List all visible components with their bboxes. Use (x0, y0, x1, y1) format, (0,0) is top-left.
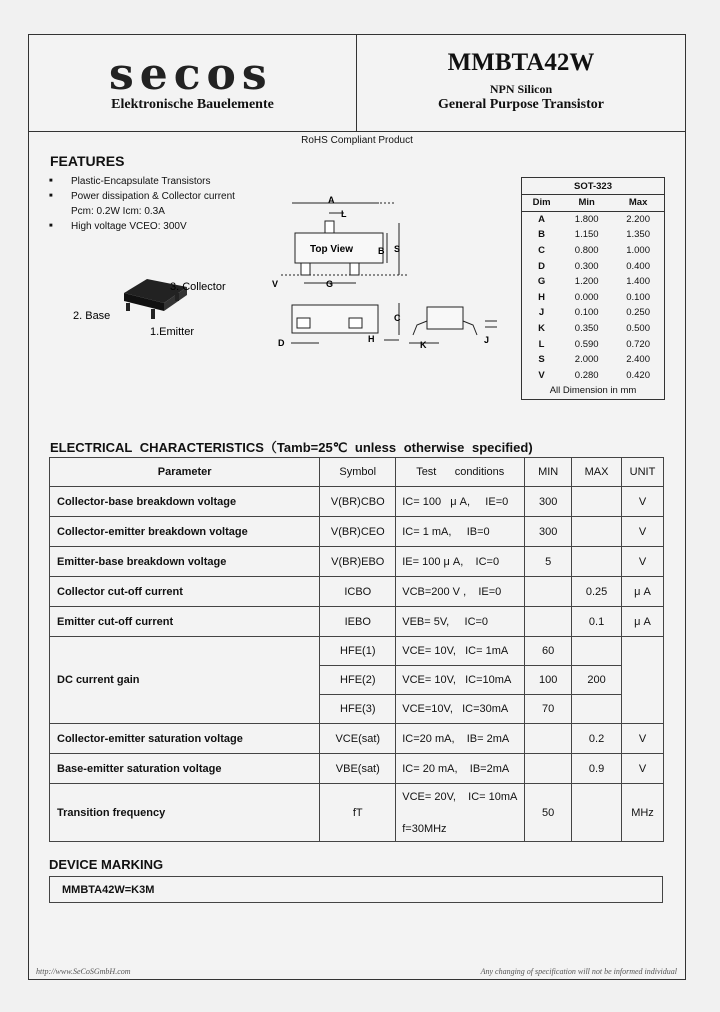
test-cell: VEB= 5V, IC=0 (396, 607, 525, 637)
dim-cell: L (538, 338, 545, 350)
param-cell: Collector-emitter breakdown voltage (50, 517, 320, 547)
min-cell: 300 (525, 487, 572, 517)
symbol-cell: VBE(sat) (320, 754, 396, 784)
min-cell: 70 (525, 695, 572, 724)
dim-cell: 0.280 (574, 369, 599, 381)
dim-cell: 1.000 (626, 245, 650, 257)
unit-cell (622, 637, 664, 724)
dim-header: Dim (522, 195, 562, 212)
dim-cell: J (538, 307, 545, 319)
param-cell: Base-emitter saturation voltage (50, 754, 320, 784)
unit-cell: V (622, 754, 664, 784)
param-cell: Collector cut-off current (50, 577, 320, 607)
dim-cell: A (538, 213, 545, 225)
dim-cell: 0.000 (574, 291, 599, 303)
symbol-cell: ICBO (320, 577, 396, 607)
table-row (50, 724, 664, 754)
table-row (50, 784, 664, 842)
table-row (50, 607, 664, 637)
dim-cell: 0.350 (574, 323, 599, 335)
dim-cell: H (538, 291, 545, 303)
header-unit: UNIT (622, 458, 664, 487)
min-cell: 5 (525, 547, 572, 577)
max-cell: 0.9 (572, 754, 622, 784)
device-marking-title: DEVICE MARKING (49, 857, 164, 872)
dim-label-G: G (326, 279, 334, 289)
dim-label-L: L (341, 209, 347, 219)
test-cell: VCE=10V, IC=30mA (396, 695, 525, 724)
dim-label-C: C (394, 313, 401, 323)
dim-cell: 0.590 (574, 338, 599, 350)
dim-cell: 2.000 (574, 354, 599, 366)
dim-cell: 0.100 (626, 291, 650, 303)
min-cell: 100 (525, 666, 572, 695)
unit-cell: V (622, 487, 664, 517)
datasheet-page (28, 34, 686, 980)
param-cell: DC current gain (50, 637, 320, 724)
dim-label-D: D (278, 338, 285, 348)
param-cell: Collector-base breakdown voltage (50, 487, 320, 517)
unit-cell: V (622, 547, 664, 577)
min-cell (525, 724, 572, 754)
dim-cell: 0.300 (574, 260, 599, 272)
test-cell: VCB=200 V , IE=0 (396, 577, 525, 607)
symbol-cell: HFE(3) (320, 695, 396, 724)
test-cell: VCE= 10V, IC= 1mA (396, 637, 525, 666)
min-cell: 50 (525, 784, 572, 842)
feature-item: ■ High voltage VCEO: 300V (49, 219, 235, 234)
test-cell (396, 784, 525, 842)
dim-cell: 0.400 (626, 260, 650, 272)
dim-cell: 0.720 (626, 338, 650, 350)
header-parameter: Parameter (50, 458, 320, 487)
test-cell: IE= 100 μ A, IC=0 (396, 547, 525, 577)
min-cell: 60 (525, 637, 572, 666)
unit-cell: V (622, 517, 664, 547)
dim-header: Max (612, 195, 664, 212)
symbol-cell: fT (320, 784, 396, 842)
dim-cell: 1.350 (626, 229, 650, 241)
base-label: 2. Base (73, 310, 111, 322)
collector-label: 3. Collector (170, 281, 226, 293)
dim-cell: 0.420 (626, 369, 650, 381)
dim-label-V: V (272, 279, 279, 289)
test-cell: IC= 1 mA, IB=0 (396, 517, 525, 547)
dim-cell: 2.400 (626, 354, 650, 366)
test-line-1: VCE= 20V, IC= 10mA (402, 790, 518, 803)
table-row (50, 637, 664, 666)
side-view-outline (291, 303, 399, 343)
rohs-label: RoHS Compliant Product (301, 135, 413, 146)
max-cell (572, 517, 622, 547)
dim-cell: S (538, 354, 545, 366)
max-cell: 0.25 (572, 577, 622, 607)
unit-cell: μ A (622, 607, 664, 637)
table-row (50, 517, 664, 547)
package-drawing (29, 35, 509, 365)
dim-cell: 0.100 (574, 307, 599, 319)
unit-cell: V (622, 724, 664, 754)
min-cell (525, 577, 572, 607)
dimension-note: All Dimension in mm (549, 385, 637, 397)
dim-cell: 1.400 (626, 276, 650, 288)
footer-disclaimer: Any changing of specification will not be informed individual (480, 967, 677, 976)
dim-cell: 0.250 (626, 307, 650, 319)
company-logo: secos (109, 49, 273, 100)
max-cell (572, 547, 622, 577)
symbol-cell: V(BR)CEO (320, 517, 396, 547)
test-cell: IC= 20 mA, IB=2mA (396, 754, 525, 784)
max-cell (572, 637, 622, 666)
unit-cell: MHz (622, 784, 664, 842)
symbol-cell: V(BR)CBO (320, 487, 396, 517)
electrical-title: ELECTRICAL CHARACTERISTICS（Tamb=25℃ unless otherwise specified) (50, 440, 533, 455)
dim-cell: 0.800 (574, 245, 599, 257)
test-line-2: f=30MHz (402, 822, 447, 835)
symbol-cell: VCE(sat) (320, 724, 396, 754)
dim-label-B: B (378, 246, 385, 256)
test-cell: IC=20 mA, IB= 2mA (396, 724, 525, 754)
max-cell: 0.2 (572, 724, 622, 754)
dim-label-H: H (368, 334, 375, 344)
unit-cell: μ A (622, 577, 664, 607)
company-name: Elektronische Bauelemente (111, 97, 274, 112)
dim-cell: V (538, 369, 545, 381)
max-cell: 0.1 (572, 607, 622, 637)
table-row (50, 487, 664, 517)
dim-label-J: J (484, 335, 490, 345)
dimension-caption: SOT-323 (522, 178, 665, 195)
param-cell: Emitter-base breakdown voltage (50, 547, 320, 577)
dimension-table (521, 177, 665, 400)
device-marking-value: MMBTA42W=K3M (49, 876, 663, 903)
top-view-label: Top View (310, 244, 353, 255)
table-row (50, 577, 664, 607)
dim-cell: 1.150 (574, 229, 599, 241)
dim-cell: D (538, 260, 545, 272)
dim-cell: 0.500 (626, 323, 650, 335)
table-row (50, 547, 664, 577)
dim-cell: B (538, 229, 545, 241)
min-cell (525, 607, 572, 637)
dim-cell: 1.800 (574, 213, 599, 225)
symbol-cell: HFE(1) (320, 637, 396, 666)
table-row (50, 754, 664, 784)
param-cell: Transition frequency (50, 784, 320, 842)
feature-item: ■ Power dissipation & Collector current (49, 189, 235, 204)
min-cell: 300 (525, 517, 572, 547)
dim-cell: C (538, 245, 545, 257)
dim-cell: 2.200 (626, 213, 650, 225)
dim-cell: K (538, 323, 545, 335)
max-cell (572, 487, 622, 517)
electrical-table (49, 457, 664, 842)
param-cell: Emitter cut-off current (50, 607, 320, 637)
max-cell (572, 695, 622, 724)
features-title: FEATURES (50, 153, 125, 169)
symbol-cell: HFE(2) (320, 666, 396, 695)
dim-header: Min (561, 195, 612, 212)
header-min: MIN (525, 458, 572, 487)
test-cell: IC= 100 μ A, IE=0 (396, 487, 525, 517)
dim-label-S: S (394, 244, 401, 254)
header-symbol: Symbol (320, 458, 396, 487)
test-cell: VCE= 10V, IC=10mA (396, 666, 525, 695)
emitter-label: 1.Emitter (150, 326, 195, 338)
footer-website-link[interactable]: http://www.SeCoSGmbH.com (36, 967, 131, 976)
min-cell (525, 754, 572, 784)
dim-cell: 1.200 (574, 276, 599, 288)
dim-cell: G (537, 276, 546, 288)
feature-item: Pcm: 0.2W Icm: 0.3A (71, 206, 165, 217)
feature-item: ■ Plastic-Encapsulate Transistors (49, 174, 235, 189)
max-cell (572, 784, 622, 842)
part-number: MMBTA42W (447, 49, 595, 76)
max-cell: 200 (572, 666, 622, 695)
dim-label-K: K (420, 340, 427, 350)
subtitle-description: General Purpose Transistor (438, 97, 604, 112)
param-cell: Collector-emitter saturation voltage (50, 724, 320, 754)
symbol-cell: V(BR)EBO (320, 547, 396, 577)
header-max: MAX (572, 458, 622, 487)
symbol-cell: IEBO (320, 607, 396, 637)
subtitle-type: NPN Silicon (489, 82, 553, 96)
header-test: Test conditions (396, 458, 525, 487)
dim-label-A: A (328, 195, 335, 205)
